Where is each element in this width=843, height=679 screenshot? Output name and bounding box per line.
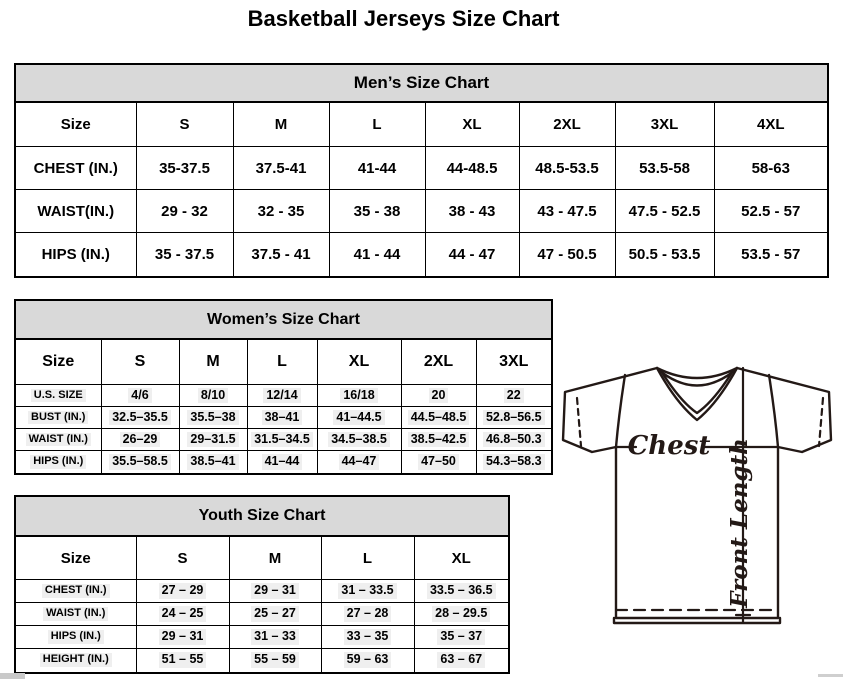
table-cell: 29 – 31 xyxy=(229,580,321,603)
table-cell: 8/10 xyxy=(179,385,247,407)
table-cell: 53.5 - 57 xyxy=(714,233,827,276)
table-cell: 12/14 xyxy=(247,385,317,407)
table-cell: 38.5–41 xyxy=(179,451,247,473)
jersey-outline xyxy=(563,368,831,618)
table-row xyxy=(16,407,551,429)
table-row xyxy=(16,190,827,233)
table-cell: 32.5–35.5 xyxy=(101,407,179,429)
row-label: CHEST (IN.) xyxy=(16,580,136,603)
table-cell: 33 – 35 xyxy=(321,626,414,649)
mens-size-table xyxy=(14,63,829,278)
table-cell: 50.5 - 53.5 xyxy=(615,233,714,276)
table-cell: 31 – 33 xyxy=(229,626,321,649)
youth-size-table xyxy=(14,495,510,674)
table-cell: 55 – 59 xyxy=(229,649,321,672)
front-length-label: Front Length xyxy=(726,438,753,608)
page-title: Basketball Jerseys Size Chart xyxy=(247,6,560,31)
column-header: XL xyxy=(414,537,508,580)
mens-table-grid xyxy=(16,102,827,276)
table-cell: 58-63 xyxy=(714,147,827,190)
table-cell: 44.5–48.5 xyxy=(401,407,476,429)
table-cell: 35 – 37 xyxy=(414,626,508,649)
table-cell: 29–31.5 xyxy=(179,429,247,451)
column-header: S xyxy=(136,537,229,580)
table-cell: 38–41 xyxy=(247,407,317,429)
table-cell: 43 - 47.5 xyxy=(519,190,615,233)
womens-table-title: Women’s Size Chart xyxy=(16,301,551,339)
jersey-diagram xyxy=(556,358,843,630)
table-cell: 47–50 xyxy=(401,451,476,473)
column-header: L xyxy=(247,340,317,385)
table-cell: 33.5 – 36.5 xyxy=(414,580,508,603)
table-cell: 41 - 44 xyxy=(329,233,425,276)
column-header: 4XL xyxy=(714,103,827,147)
table-cell: 4/6 xyxy=(101,385,179,407)
table-cell: 41-44 xyxy=(329,147,425,190)
table-row xyxy=(16,147,827,190)
table-cell: 35 - 38 xyxy=(329,190,425,233)
column-header: M xyxy=(233,103,329,147)
mens-table-title: Men’s Size Chart xyxy=(16,65,827,102)
table-cell: 63 – 67 xyxy=(414,649,508,672)
column-header: M xyxy=(179,340,247,385)
row-label: BUST (IN.) xyxy=(16,407,101,429)
table-cell: 37.5-41 xyxy=(233,147,329,190)
column-header: S xyxy=(101,340,179,385)
table-cell: 31 – 33.5 xyxy=(321,580,414,603)
chest-label: Chest xyxy=(627,431,711,461)
table-cell: 38 - 43 xyxy=(425,190,519,233)
column-header: Size xyxy=(16,537,136,580)
table-cell: 35.5–38 xyxy=(179,407,247,429)
table-cell: 41–44 xyxy=(247,451,317,473)
table-cell: 35-37.5 xyxy=(136,147,233,190)
row-label: HIPS (IN.) xyxy=(16,451,101,473)
row-label: HIPS (IN.) xyxy=(16,626,136,649)
column-header: 2XL xyxy=(519,103,615,147)
table-cell: 38.5–42.5 xyxy=(401,429,476,451)
table-cell: 44–47 xyxy=(317,451,401,473)
table-cell: 24 – 25 xyxy=(136,603,229,626)
table-cell: 54.3–58.3 xyxy=(476,451,551,473)
youth-table-grid xyxy=(16,536,508,672)
youth-table-title: Youth Size Chart xyxy=(16,497,508,536)
table-cell: 53.5-58 xyxy=(615,147,714,190)
table-cell: 25 – 27 xyxy=(229,603,321,626)
table-row xyxy=(16,385,551,407)
table-cell: 44 - 47 xyxy=(425,233,519,276)
column-header: S xyxy=(136,103,233,147)
column-header: L xyxy=(329,103,425,147)
womens-table-grid xyxy=(16,339,551,473)
table-cell: 26–29 xyxy=(101,429,179,451)
table-row xyxy=(16,626,508,649)
row-label: WAIST (IN.) xyxy=(16,603,136,626)
table-cell: 20 xyxy=(401,385,476,407)
table-row xyxy=(16,451,551,473)
table-cell: 46.8–50.3 xyxy=(476,429,551,451)
table-cell: 47 - 50.5 xyxy=(519,233,615,276)
table-cell: 44-48.5 xyxy=(425,147,519,190)
table-cell: 37.5 - 41 xyxy=(233,233,329,276)
table-cell: 59 – 63 xyxy=(321,649,414,672)
table-cell: 29 - 32 xyxy=(136,190,233,233)
row-label: WAIST (IN.) xyxy=(16,429,101,451)
table-cell: 41–44.5 xyxy=(317,407,401,429)
table-cell: 31.5–34.5 xyxy=(247,429,317,451)
table-cell: 51 – 55 xyxy=(136,649,229,672)
table-row xyxy=(16,580,508,603)
bottom-left-fragment xyxy=(0,673,25,679)
row-label: CHEST (IN.) xyxy=(16,147,136,190)
column-header: 3XL xyxy=(476,340,551,385)
column-header: 3XL xyxy=(615,103,714,147)
womens-size-table xyxy=(14,299,553,475)
table-cell: 52.5 - 57 xyxy=(714,190,827,233)
column-header: XL xyxy=(317,340,401,385)
table-cell: 48.5-53.5 xyxy=(519,147,615,190)
table-cell: 47.5 - 52.5 xyxy=(615,190,714,233)
column-header: 2XL xyxy=(401,340,476,385)
column-header: L xyxy=(321,537,414,580)
column-header: Size xyxy=(16,340,101,385)
table-cell: 34.5–38.5 xyxy=(317,429,401,451)
table-cell: 52.8–56.5 xyxy=(476,407,551,429)
table-cell: 28 – 29.5 xyxy=(414,603,508,626)
row-label: HIPS (IN.) xyxy=(16,233,136,276)
column-header: Size xyxy=(16,103,136,147)
row-label: HEIGHT (IN.) xyxy=(16,649,136,672)
table-cell: 27 – 29 xyxy=(136,580,229,603)
table-cell: 16/18 xyxy=(317,385,401,407)
table-cell: 29 – 31 xyxy=(136,626,229,649)
bottom-right-fragment xyxy=(818,674,843,677)
table-row xyxy=(16,649,508,672)
column-header: XL xyxy=(425,103,519,147)
column-header: M xyxy=(229,537,321,580)
table-cell: 22 xyxy=(476,385,551,407)
row-label: U.S. SIZE xyxy=(16,385,101,407)
row-label: WAIST(IN.) xyxy=(16,190,136,233)
table-row xyxy=(16,603,508,626)
table-row xyxy=(16,233,827,276)
table-row xyxy=(16,429,551,451)
table-cell: 35.5–58.5 xyxy=(101,451,179,473)
table-cell: 35 - 37.5 xyxy=(136,233,233,276)
table-cell: 32 - 35 xyxy=(233,190,329,233)
table-cell: 27 – 28 xyxy=(321,603,414,626)
